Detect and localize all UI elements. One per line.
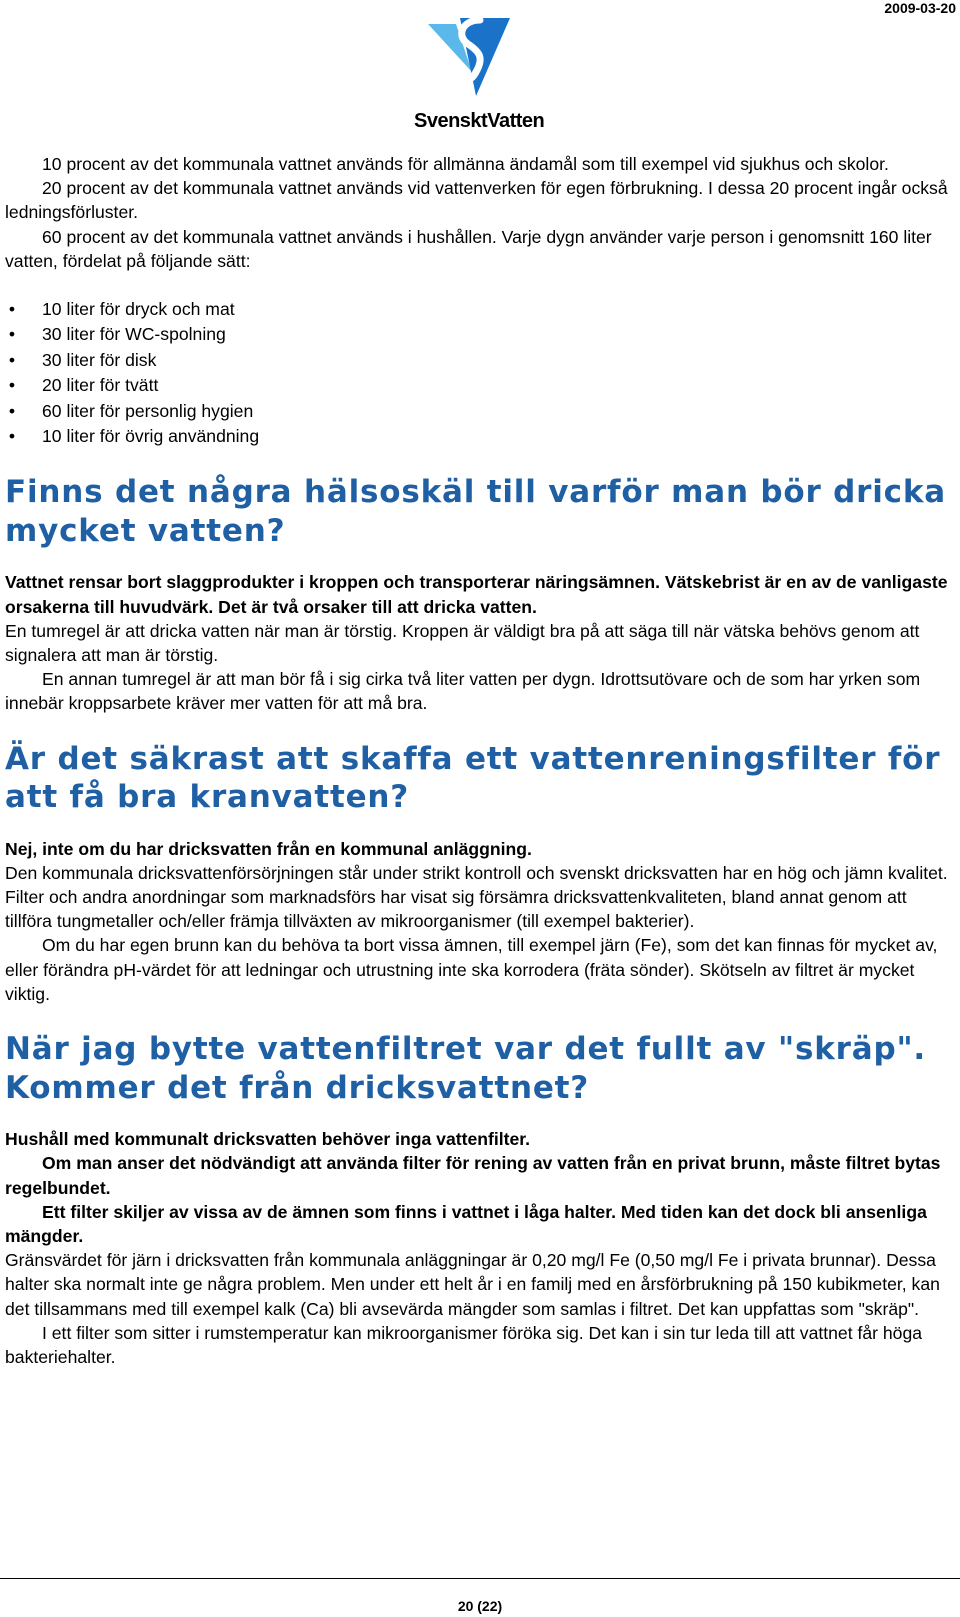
section-3-lead-1: Hushåll med kommunalt dricksvatten behöver inga vattenfilter. [5, 1129, 531, 1150]
bullet-icon: • [8, 299, 16, 320]
section-heading-debris: När jag bytte vattenfiltret var det fullt av "skräp". Kommer det från dricksvattnet? [5, 1031, 926, 1106]
list-item: • 30 liter för disk [5, 348, 955, 373]
bullet-icon: • [8, 349, 16, 370]
section-3-paragraph-2: I ett filter som sitter i rumstemperatur kan mikroorganismer föröka sig. Det kan i sin tur leda till att vattnet får höga bakteriehalter. [5, 1322, 923, 1367]
list-item: • 10 liter för dryck och mat [5, 297, 955, 322]
document-body [5, 152, 955, 1369]
section-1-paragraph-1: En tumregel är att dricka vatten när man är törstig. Kroppen är väldigt bra på att säga till när vätska behövs genom att signalera att man är törstig. [5, 620, 920, 666]
section-2-paragraph-1: Den kommunala dricksvattenförsörjningen står under strikt kontroll och svenskt dricksvatten har en hög och jämn kvalitet. Filter och andra anordningar som marknadsförs har visat sig försämra dricksvattenkvaliteten, bland annat genom att tillföra tungmetaller och/eller främja tillväxten av mikroorganismer (till exempel bakterier). [5, 862, 948, 932]
intro-paragraph-2: 20 procent av det kommunala vattnet används vid vattenverken för egen förbrukning. I dessa 20 procent ingår också ledningsförluster. [5, 178, 948, 223]
svenskt-vatten-logo [414, 14, 554, 134]
page-number: 20 (22) [457, 1598, 503, 1614]
section-2-paragraph-2: Om du har egen brunn kan du behöva ta bort vissa ämnen, till exempel järn (Fe), som det kan finnas för mycket av, eller förändra pH-värdet för att ledningar och utrustning inte ska korrodera (fräta sönder). Skötseln av filtret är mycket viktig. [5, 935, 938, 1004]
list-item: • 10 liter för övrig användning [5, 424, 955, 449]
section-heading-filter: Är det säkrast att skaffa ett vattenreningsfilter för att få bra kranvatten? [5, 740, 941, 816]
intro-paragraph-3: 60 procent av det kommunala vattnet används i hushållen. Varje dygn använder varje person i genomsnitt 160 liter vatten, fördelat på följande sätt: [5, 226, 932, 271]
bullet-icon: • [8, 400, 16, 421]
list-item: • 20 liter för tvätt [5, 373, 955, 398]
section-2-lead: Nej, inte om du har dricksvatten från en kommunal anläggning. [5, 838, 532, 859]
document-date: 2009-03-20 [884, 0, 956, 16]
bullet-icon: • [8, 375, 16, 396]
logo-wordmark: SvensktVatten [414, 110, 545, 132]
section-3-lead-2: Om man anser det nödvändigt att använda filter för rening av vatten från en privat brunn, måste filtret bytas regelbundet. [5, 1153, 941, 1198]
water-usage-list [5, 297, 955, 449]
bullet-icon: • [8, 426, 16, 447]
logo-mark-icon [414, 14, 554, 110]
section-heading-health: Finns det några hälsoskäl till varför man bör dricka mycket vatten? [5, 474, 946, 549]
section-3-paragraph-1: Gränsvärdet för järn i dricksvatten från kommunala anläggningar är 0,20 mg/l Fe (0,50 mg/l Fe i privata brunnar). Dessa halter ska normalt inte ge några problem. Men under ett helt år i en familj med en årsförbrukning på 150 kubikmeter, kan det tillsammans med till exempel kalk (Ca) bli avsevärda mängder som samlas i filtret. Det kan uppfattas som "skräp". [5, 1250, 940, 1319]
section-1-lead: Vattnet rensar bort slaggprodukter i kroppen och transporterar näringsämnen. Vätskebrist är en av de vanligaste orsakerna till huvudvärk. Det är två orsaker till att dricka vatten. [5, 572, 948, 617]
list-item: • 30 liter för WC-spolning [5, 322, 955, 347]
section-1-paragraph-2: En annan tumregel är att man bör få i sig cirka två liter vatten per dygn. Idrottsutövare och de som har yrken som innebär kroppsarbete kräver mer vatten för att må bra. [5, 669, 921, 714]
bullet-icon: • [8, 324, 16, 345]
footer-divider [0, 1578, 960, 1579]
intro-paragraph-1: 10 procent av det kommunala vattnet används för allmänna ändamål som till exempel vid sjukhus och skolor. [42, 154, 889, 174]
list-item: • 60 liter för personlig hygien [5, 399, 955, 424]
section-3-lead-3: Ett filter skiljer av vissa av de ämnen som finns i vattnet i låga halter. Med tiden kan det dock bli ansenliga mängder. [5, 1201, 927, 1246]
